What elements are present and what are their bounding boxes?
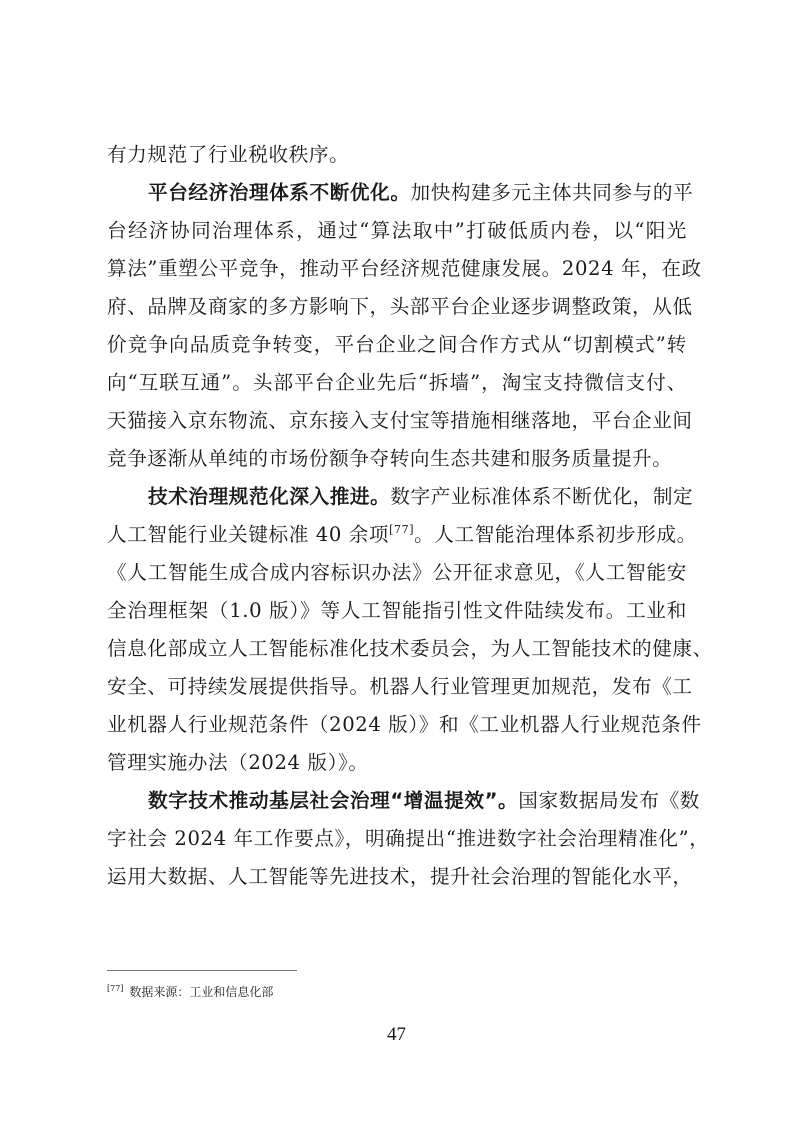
body-line: 台经济协同治理体系，通过“算法取中”打破低质内卷，以“阳光 bbox=[107, 219, 687, 242]
footnote bbox=[107, 983, 273, 1001]
body-line: 算法”重塑公平竞争，推动平台经济规范健康发展。2024 年，在政 bbox=[107, 257, 702, 280]
body-line: 竞争逐渐从单纯的市场份额争夺转向生态共建和服务质量提升。 bbox=[107, 447, 673, 470]
body-line: 技术治理规范化深入推进。数字产业标准体系不断优化，制定 bbox=[148, 485, 694, 508]
body-line: 安全、可持续发展提供指导。机器人行业管理更加规范，发布《工 bbox=[107, 675, 693, 698]
body-line: 《人工智能生成合成内容标识办法》公开征求意见，《人工智能安 bbox=[107, 561, 687, 584]
body-line: 信息化部成立人工智能标准化技术委员会，为人工智能技术的健康、 bbox=[107, 637, 713, 660]
body-line: 天猫接入京东物流、京东接入支付宝等措施相继落地，平台企业间 bbox=[107, 409, 693, 432]
body-line: 全治理框架（1.0 版）》等人工智能指引性文件陆续发布。工业和 bbox=[107, 599, 687, 622]
body-line: 平台经济治理体系不断优化。加快构建多元主体共同参与的平 bbox=[148, 181, 694, 204]
body-line: 价竞争向品质竞争转变，平台企业之间合作方式从“切割模式”转 bbox=[107, 333, 687, 356]
body-line: 运用大数据、人工智能等先进技术，提升社会治理的智能化水平， bbox=[107, 865, 693, 888]
footnote-reference[interactable]: [77] bbox=[389, 523, 415, 536]
section-heading: 平台经济治理体系不断优化。 bbox=[148, 181, 411, 204]
body-line: 管理实施办法（2024 版）》。 bbox=[107, 751, 369, 774]
section-heading: 技术治理规范化深入推进。 bbox=[148, 485, 391, 508]
body-line: 府、品牌及商家的多方影响下，头部平台企业逐步调整政策，从低 bbox=[107, 295, 693, 318]
body-line: 数字技术推动基层社会治理“增温提效”。国家数据局发布《数 bbox=[148, 789, 700, 812]
body-line: 人工智能行业关键标准 40 余项[77]。人工智能治理体系初步形成。 bbox=[107, 523, 697, 546]
body-line: 业机器人行业规范条件（2024 版）》和《工业机器人行业规范条件 bbox=[107, 713, 702, 736]
footnote-text: 数据来源：工业和信息化部 bbox=[129, 985, 274, 999]
body-line: 有力规范了行业税收秩序。 bbox=[107, 143, 350, 166]
section-heading: 数字技术推动基层社会治理“增温提效”。 bbox=[148, 789, 519, 812]
body-line: 向“互联互通”。头部平台企业先后“拆墙”，淘宝支持微信支付、 bbox=[107, 371, 687, 394]
body-line: 字社会 2024 年工作要点》，明确提出“推进数字社会治理精准化”， bbox=[107, 827, 710, 850]
footnote-marker: [77] bbox=[107, 984, 124, 993]
page-number: 47 bbox=[387, 1024, 406, 1045]
footnote-divider bbox=[107, 970, 297, 971]
